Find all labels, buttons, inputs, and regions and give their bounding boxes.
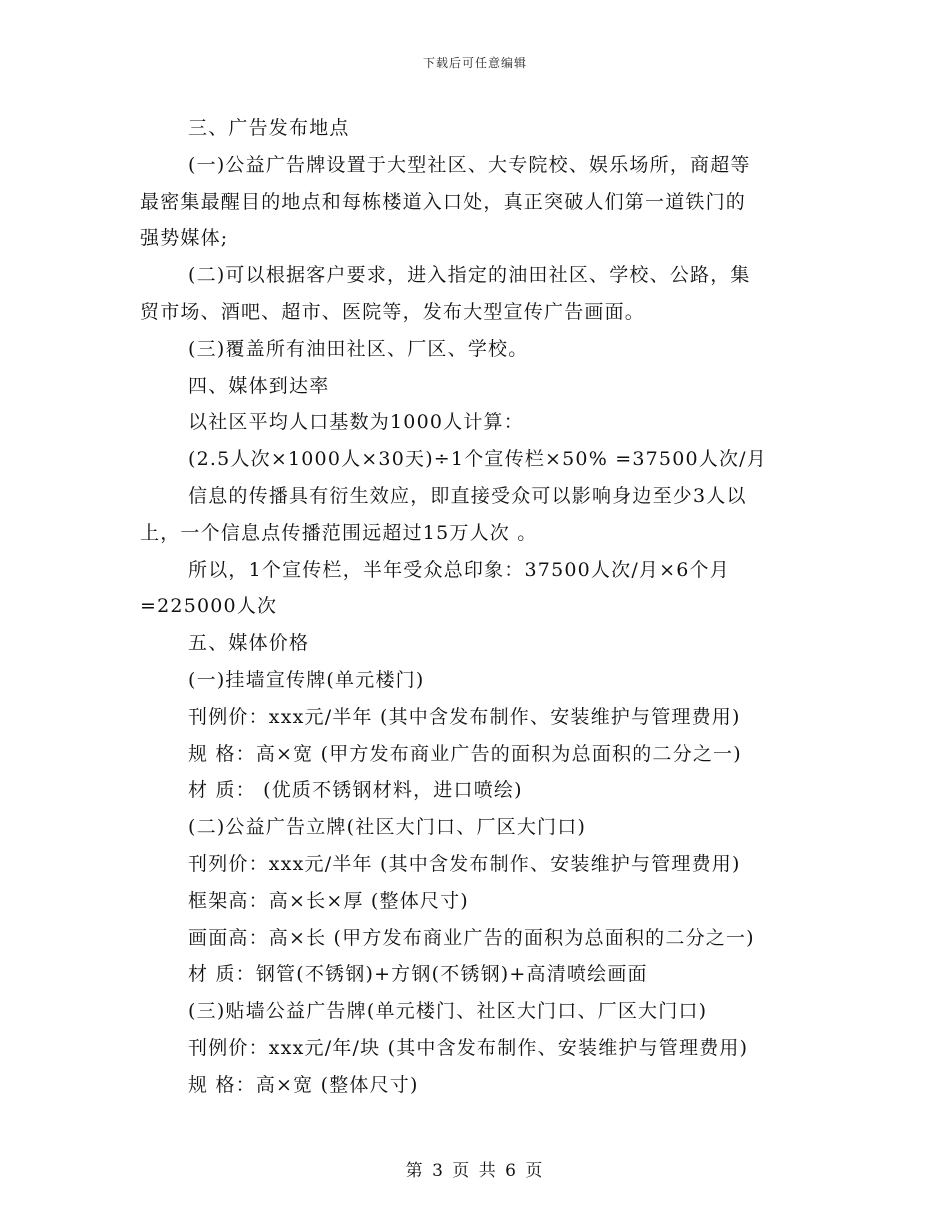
text-line: (三)贴墙公益广告牌(单元楼门、社区大门口、厂区大门口) — [188, 1000, 708, 1023]
text-line: (二)可以根据客户要求，进入指定的油田社区、学校、公路，集 — [188, 264, 751, 287]
text-line: 四、媒体到达率 — [188, 374, 330, 397]
text-line: 刊例价：xxx元/半年 (其中含发布制作、安装维护与管理费用) — [188, 705, 741, 728]
text-line: 五、媒体价格 — [188, 632, 310, 655]
text-line: (一)公益广告牌设置于大型社区、大专院校、娱乐场所，商超等 — [188, 153, 751, 176]
text-line: (一)挂墙宣传牌(单元楼门) — [188, 668, 425, 691]
text-line: 上，一个信息点传播范围远超过15万人次 。 — [140, 521, 538, 544]
text-line: 信息的传播具有衍生效应，即直接受众可以影响身边至少3人以 — [188, 484, 747, 507]
page-footer: 第 3 页 共 6 页 — [405, 1161, 545, 1181]
text-line: (2.5人次×1000人×30天)÷1个宣传栏×50% =37500人次/月 — [188, 448, 767, 471]
text-line: =225000人次 — [140, 595, 278, 618]
text-line: 强势媒体; — [140, 227, 229, 250]
text-line: 规 格：高×宽 (甲方发布商业广告的面积为总面积的二分之一) — [188, 742, 742, 765]
page-header: 下载后可任意编辑 — [422, 56, 527, 70]
text-line: 最密集最醒目的地点和每栋楼道入口处，真正突破人们第一道铁门的 — [140, 190, 747, 213]
text-line: 以社区平均人口基数为1000人计算： — [188, 411, 524, 434]
text-line: 框架高：高×长×厚 (整体尺寸) — [188, 889, 469, 912]
text-line: (三)覆盖所有油田社区、厂区、学校。 — [188, 337, 529, 360]
document-body — [140, 110, 820, 1104]
text-line: 材 质： (优质不锈钢材料，进口喷绘) — [188, 779, 523, 802]
text-line: 刊列价：xxx元/半年 (其中含发布制作、安装维护与管理费用) — [188, 852, 741, 875]
text-line: 刊例价：xxx元/年/块 (其中含发布制作、安装维护与管理费用) — [188, 1036, 749, 1059]
text-line: 所以，1个宣传栏，半年受众总印象：37500人次/月×6个月 — [188, 558, 730, 581]
text-line: 材 质：钢管(不锈钢)+方钢(不锈钢)+高清喷绘画面 — [188, 963, 648, 986]
text-line: 画面高：高×长 (甲方发布商业广告的面积为总面积的二分之一) — [188, 926, 755, 949]
text-line: (二)公益广告立牌(社区大门口、厂区大门口) — [188, 816, 587, 839]
text-line: 贸市场、酒吧、超市、医院等，发布大型宣传广告画面。 — [140, 300, 646, 323]
text-line: 规 格：高×宽 (整体尺寸) — [188, 1073, 419, 1096]
text-line: 三、广告发布地点 — [188, 117, 350, 139]
